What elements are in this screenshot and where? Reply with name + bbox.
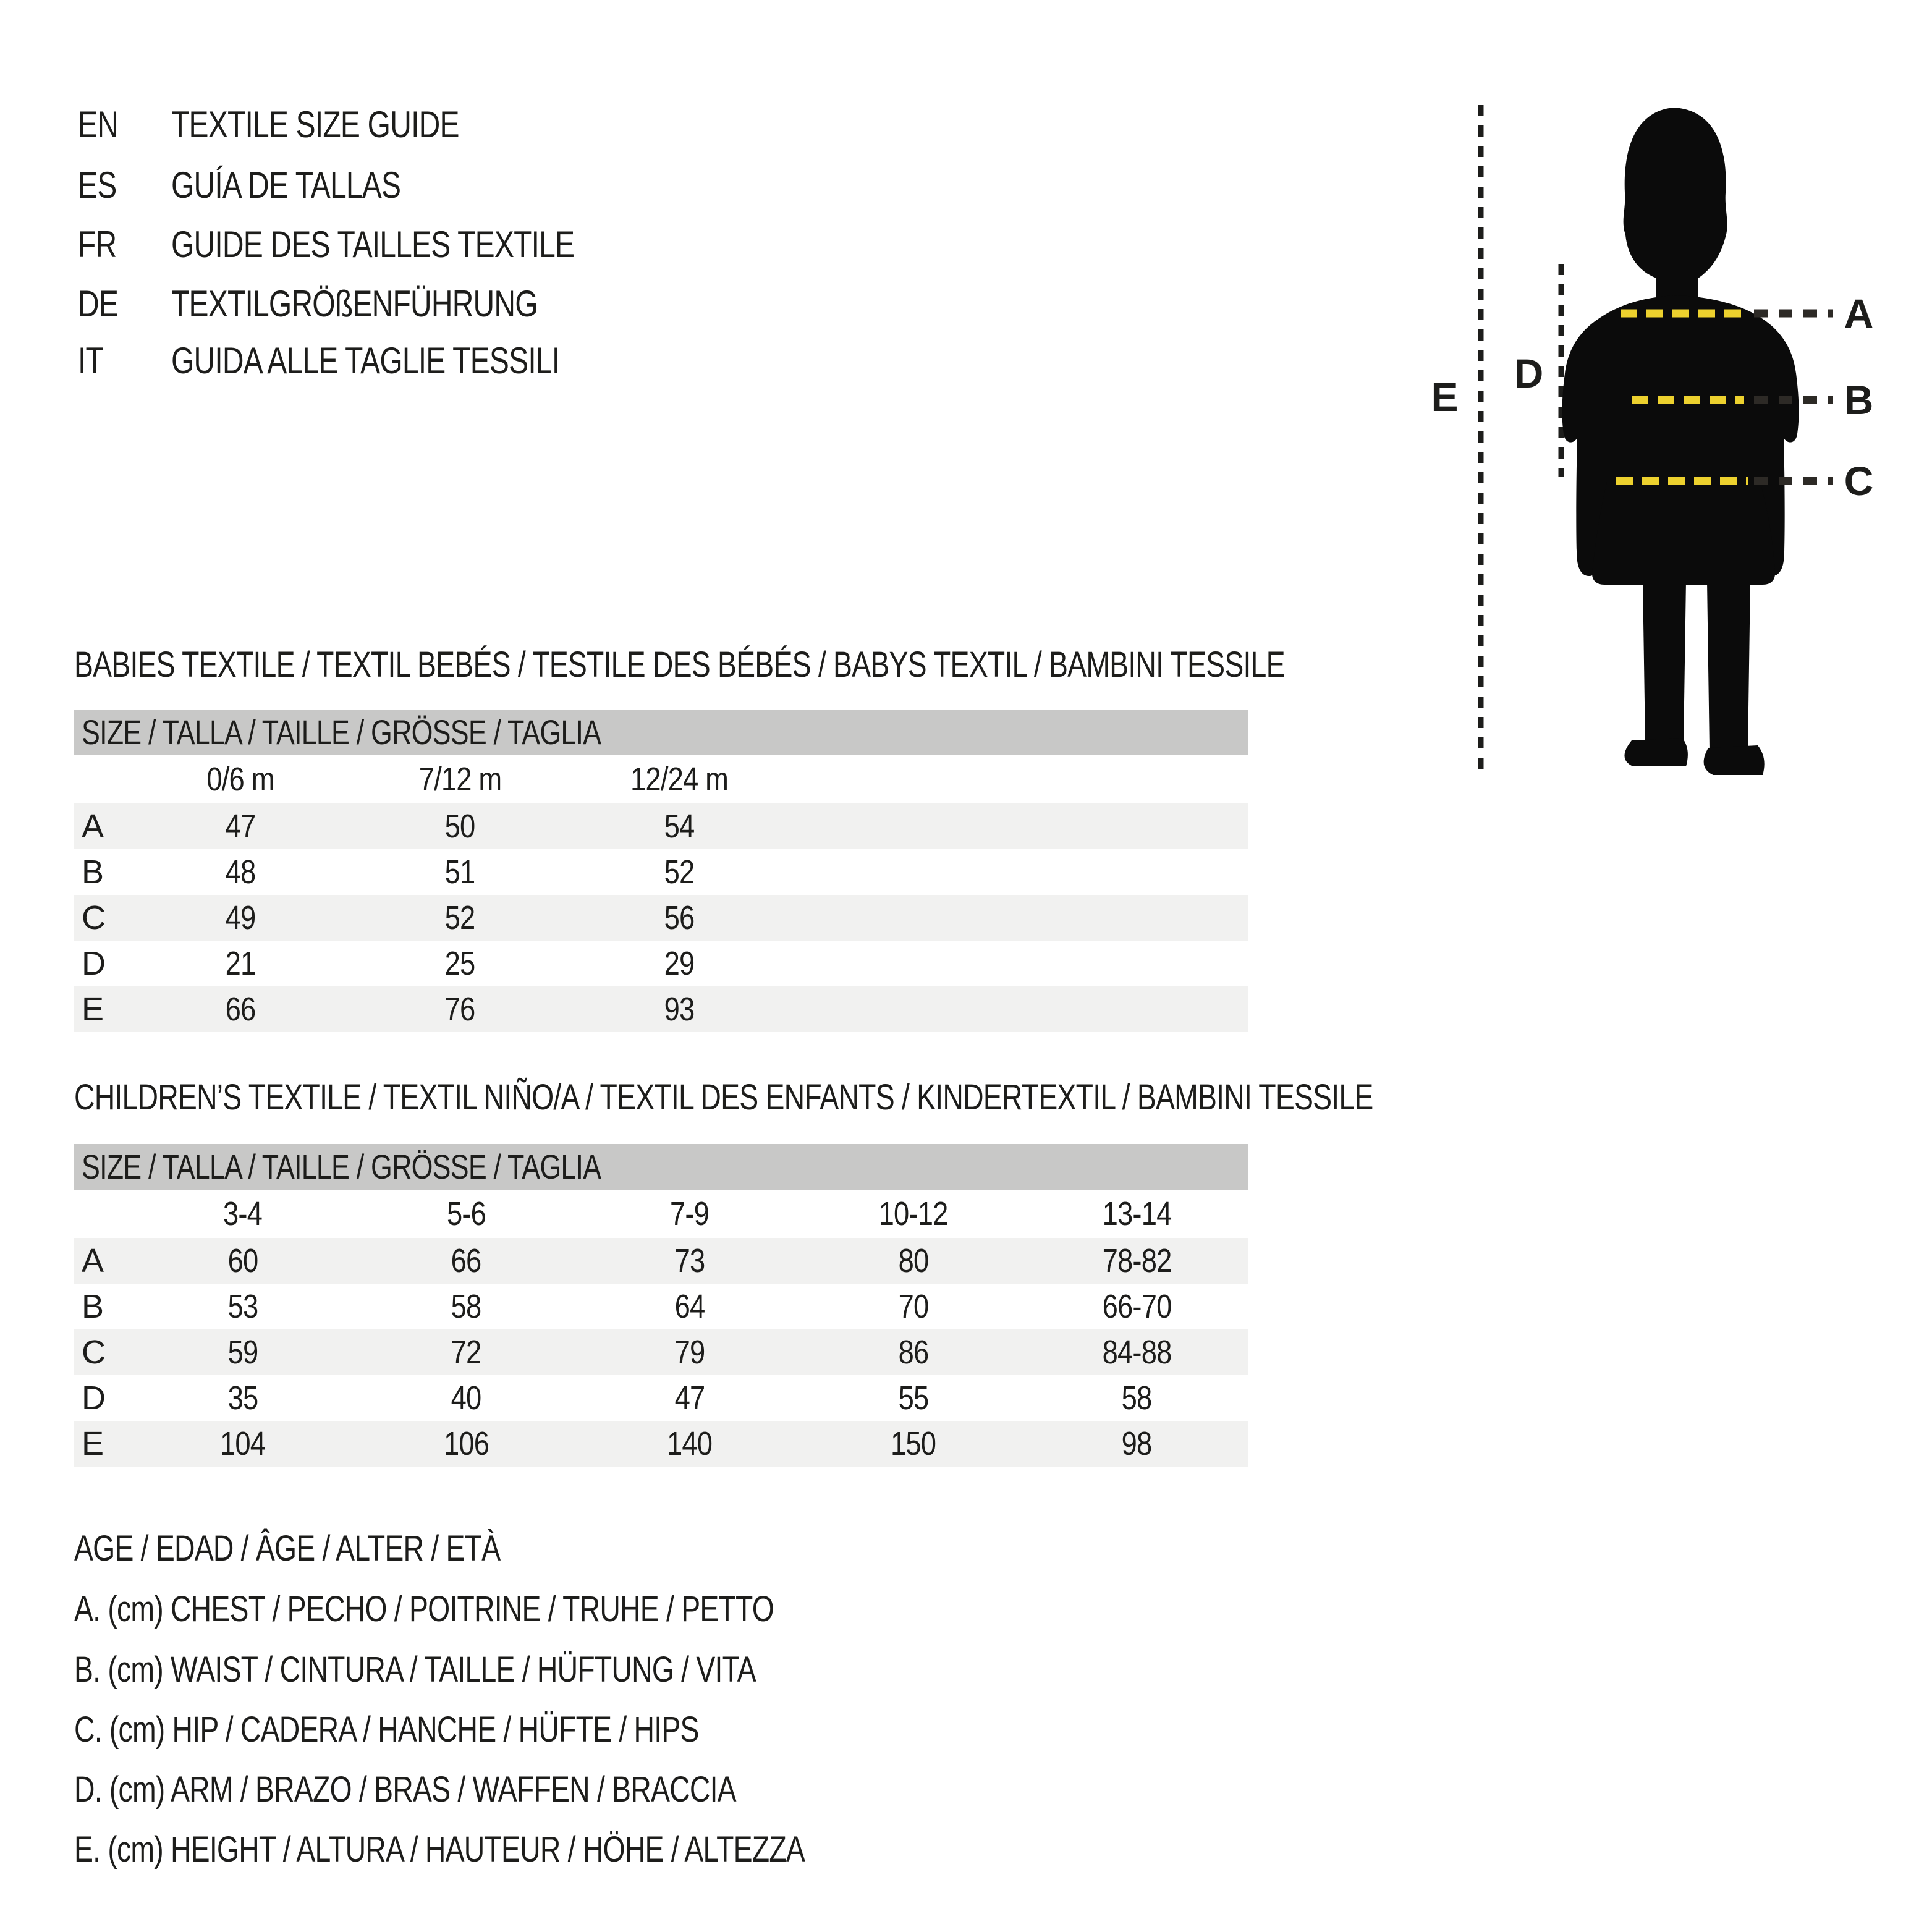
cell-value: 66-70 — [1102, 1288, 1172, 1325]
language-code: IT — [78, 340, 104, 381]
column-header: 13-14 — [1102, 1195, 1172, 1232]
silhouette-head — [1624, 108, 1727, 303]
cell-value: 84-88 — [1102, 1334, 1172, 1371]
silhouette-shorts — [1592, 482, 1775, 585]
cell-value: 52 — [445, 899, 475, 936]
cell-value: 50 — [445, 808, 475, 845]
row-label: A — [82, 808, 104, 845]
legend-height: E. (cm) HEIGHT / ALTURA / HAUTEUR / HÖHE / ALTEZZA — [74, 1829, 805, 1870]
table-row — [74, 941, 1248, 986]
cell-value: 47 — [674, 1379, 705, 1417]
cell-value: 47 — [226, 808, 256, 845]
table-row — [74, 1329, 1248, 1375]
row-label: E — [82, 1425, 104, 1462]
babies-column-headers — [74, 755, 1248, 803]
cell-value: 66 — [226, 991, 256, 1028]
column-header: 3-4 — [223, 1195, 263, 1232]
cell-value: 78-82 — [1102, 1242, 1172, 1279]
language-title: GUIDE DES TAILLES TEXTILE — [171, 224, 575, 265]
babies-heading: BABIES TEXTILE / TEXTIL BEBÉS / TESTILE DES BÉBÉS / BABYS TEXTIL / BAMBINI TESSILE — [74, 645, 1285, 685]
cell-value: 106 — [443, 1425, 489, 1462]
cell-value: 56 — [664, 899, 695, 936]
legend-arm: D. (cm) ARM / BRAZO / BRAS / WAFFEN / BRACCIA — [74, 1769, 736, 1810]
cell-value: 58 — [1121, 1379, 1152, 1417]
language-code: ES — [78, 164, 117, 206]
legend-hip: C. (cm) HIP / CADERA / HANCHE / HÜFTE / HIPS — [74, 1710, 699, 1750]
child-silhouette-figure — [1391, 87, 1932, 803]
language-title: GUIDA ALLE TAGLIE TESSILI — [171, 340, 560, 381]
table-row — [74, 1238, 1248, 1284]
column-header: 7-9 — [670, 1195, 710, 1232]
cell-value: 64 — [674, 1288, 705, 1325]
cell-value: 79 — [674, 1334, 705, 1371]
cell-value: 25 — [445, 945, 475, 982]
column-header: 5-6 — [446, 1195, 486, 1232]
table-row — [74, 803, 1248, 849]
table-row — [74, 849, 1248, 895]
column-header: 0/6 m — [206, 761, 275, 798]
table-row — [74, 986, 1248, 1032]
cell-value: 52 — [664, 854, 695, 891]
legend-age: AGE / EDAD / ÂGE / ALTER / ETÀ — [74, 1528, 501, 1569]
cell-value: 40 — [451, 1379, 481, 1417]
cell-value: 51 — [445, 854, 475, 891]
silhouette-left-leg — [1643, 581, 1686, 743]
cell-value: 86 — [898, 1334, 928, 1371]
children-heading: CHILDREN’S TEXTILE / TEXTIL NIÑO/A / TEXTIL DES ENFANTS / KINDERTEXTIL / BAMBINI TESSILE — [74, 1077, 1373, 1117]
babies-size-header-bar: SIZE / TALLA / TAILLE / GRÖSSE / TAGLIA — [74, 710, 1248, 755]
cell-value: 150 — [890, 1425, 936, 1462]
silhouette-left-shoe — [1624, 738, 1687, 766]
language-code: DE — [78, 283, 119, 324]
table-row — [74, 1421, 1248, 1467]
silhouette-right-leg — [1707, 581, 1750, 750]
table-row — [74, 1284, 1248, 1329]
label-hip-c: C — [1844, 458, 1873, 504]
cell-value: 104 — [220, 1425, 266, 1462]
cell-value: 54 — [664, 808, 695, 845]
cell-value: 29 — [664, 945, 695, 982]
column-header: 10-12 — [878, 1195, 948, 1232]
row-label: A — [82, 1242, 104, 1279]
children-column-headers — [74, 1190, 1248, 1238]
cell-value: 72 — [451, 1334, 481, 1371]
cell-value: 35 — [227, 1379, 258, 1417]
label-chest-a: A — [1844, 290, 1873, 336]
label-arm-d: D — [1514, 350, 1543, 396]
row-label: B — [82, 854, 104, 891]
row-label: D — [82, 945, 106, 982]
cell-value: 140 — [667, 1425, 713, 1462]
cell-value: 93 — [664, 991, 695, 1028]
child-silhouette — [1562, 108, 1799, 775]
table-row — [74, 1375, 1248, 1421]
cell-value: 98 — [1121, 1425, 1152, 1462]
cell-value: 80 — [898, 1242, 928, 1279]
cell-value: 21 — [226, 945, 256, 982]
row-label: D — [82, 1379, 106, 1417]
legend-waist: B. (cm) WAIST / CINTURA / TAILLE / HÜFTUNG / VITA — [74, 1650, 756, 1690]
row-label: C — [82, 1334, 106, 1371]
children-size-header-bar: SIZE / TALLA / TAILLE / GRÖSSE / TAGLIA — [74, 1144, 1248, 1190]
silhouette-right-shoe — [1704, 745, 1765, 775]
cell-value: 53 — [227, 1288, 258, 1325]
row-label: E — [82, 991, 104, 1028]
cell-value: 70 — [898, 1288, 928, 1325]
language-title: TEXTILE SIZE GUIDE — [171, 104, 459, 145]
row-label: C — [82, 899, 106, 936]
cell-value: 59 — [227, 1334, 258, 1371]
language-title: GUÍA DE TALLAS — [171, 164, 401, 206]
cell-value: 58 — [451, 1288, 481, 1325]
legend-chest: A. (cm) CHEST / PECHO / POITRINE / TRUHE / PETTO — [74, 1589, 774, 1629]
language-code: FR — [78, 224, 117, 265]
language-title: TEXTILGRÖßENFÜHRUNG — [171, 283, 538, 324]
label-waist-b: B — [1844, 377, 1873, 423]
cell-value: 66 — [451, 1242, 481, 1279]
cell-value: 73 — [674, 1242, 705, 1279]
column-header: 7/12 m — [418, 761, 502, 798]
table-row — [74, 895, 1248, 941]
cell-value: 76 — [445, 991, 475, 1028]
column-header: 12/24 m — [630, 761, 729, 798]
cell-value: 48 — [226, 854, 256, 891]
row-label: B — [82, 1288, 104, 1325]
cell-value: 49 — [226, 899, 256, 936]
cell-value: 55 — [898, 1379, 928, 1417]
label-height-e: E — [1431, 374, 1458, 420]
language-code: EN — [78, 104, 119, 145]
cell-value: 60 — [227, 1242, 258, 1279]
